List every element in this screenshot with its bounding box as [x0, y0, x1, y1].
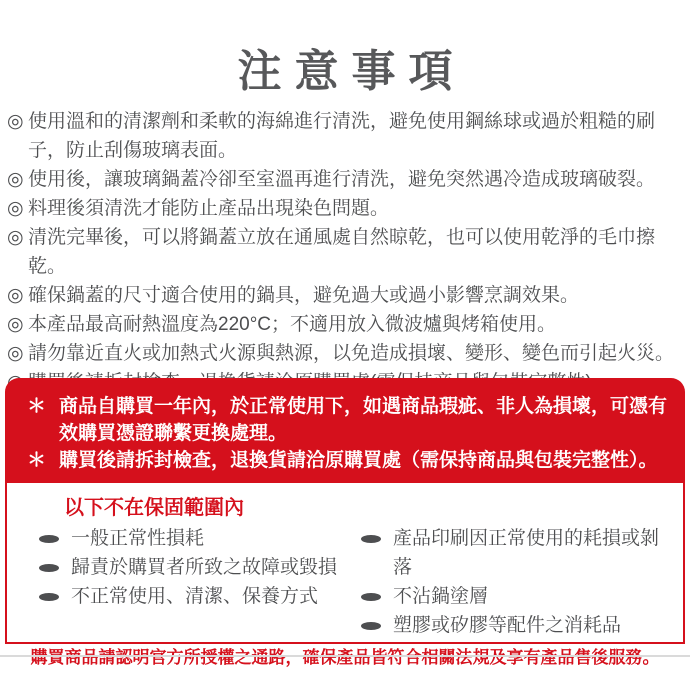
note-item — [7, 281, 684, 310]
page-title: 注意事項 — [237, 47, 466, 96]
exclusion-text: 產品印刷因正常使用的耗損或剝落 — [393, 528, 660, 578]
asterisk-icon: ＊ — [27, 450, 47, 471]
note-text: 本產品最高耐熱溫度為220°C；不適用放入微波爐與烤箱使用。 — [28, 313, 557, 335]
circle-bullet-icon: ◎ — [7, 342, 24, 364]
dot-bullet-icon — [39, 593, 59, 601]
exclusion-text: 一般正常性損耗 — [71, 528, 205, 549]
dot-bullet-icon — [361, 622, 381, 630]
exclusion-item — [361, 582, 669, 611]
note-text: 清洗完畢後，可以將鍋蓋立放在通風處自然晾乾，也可以使用乾淨的毛巾擦乾。 — [28, 226, 656, 277]
circle-bullet-icon: ◎ — [7, 226, 24, 248]
note-item — [7, 223, 684, 281]
warranty-exclusion-box — [5, 483, 685, 667]
exclusion-item — [361, 524, 669, 582]
note-text: 使用後，讓玻璃鍋蓋冷卻至室溫再進行清洗，避免突然遇冷造成玻璃破裂。 — [28, 168, 656, 190]
note-text: 料理後須清洗才能防止產品出現染色問題。 — [28, 197, 390, 219]
exclusion-title: 以下不在保固範圍內 — [64, 497, 244, 519]
exclusion-list-right — [351, 524, 669, 640]
banner-item — [27, 447, 667, 474]
circle-bullet-icon: ◎ — [7, 197, 24, 219]
exclusion-text: 歸責於購買者所致之故障或毀損 — [71, 557, 338, 578]
note-item — [7, 339, 684, 368]
warranty-banner — [5, 378, 685, 483]
exclusion-list-left — [21, 524, 351, 640]
note-item — [7, 194, 684, 223]
bottom-divider — [0, 655, 690, 657]
note-text: 請勿靠近直火或加熱式火源與熱源，以免造成損壞、變形、變色而引起火災。 — [28, 342, 675, 364]
banner-text: 購買後請拆封檢查，退換貨請洽原購買處（需保持商品與包裝完整性）。 — [59, 450, 658, 471]
dot-bullet-icon — [39, 535, 59, 543]
note-item — [7, 107, 684, 165]
exclusion-text: 塑膠或矽膠等配件之消耗品 — [393, 615, 622, 636]
circle-bullet-icon: ◎ — [7, 313, 24, 335]
exclusion-item — [361, 611, 669, 640]
banner-item — [27, 393, 667, 447]
circle-bullet-icon: ◎ — [7, 110, 24, 132]
notes-list — [0, 107, 690, 397]
exclusion-item — [39, 524, 351, 553]
exclusion-columns — [21, 524, 669, 640]
dot-bullet-icon — [361, 535, 381, 543]
exclusion-text: 不正常使用、清潔、保養方式 — [71, 586, 319, 607]
exclusion-item — [39, 553, 351, 582]
dot-bullet-icon — [39, 564, 59, 572]
asterisk-icon: ＊ — [27, 396, 47, 417]
note-item — [7, 165, 684, 194]
exclusion-item — [39, 582, 351, 611]
exclusion-text: 不沾鍋塗層 — [393, 586, 489, 607]
circle-bullet-icon: ◎ — [7, 168, 24, 190]
circle-bullet-icon: ◎ — [7, 284, 24, 306]
banner-text: 商品自購買一年內，於正常使用下，如遇商品瑕疵、非人為損壞，可憑有效購買憑證聯繫更換處理。 — [59, 396, 668, 444]
authorized-channel-notice: 購買商品請認明官方所授權之通路，確保產品皆符合相關法規及享有產品售後服務。 — [30, 648, 660, 667]
note-text: 確保鍋蓋的尺寸適合使用的鍋具，避免過大或過小影響烹調效果。 — [28, 284, 580, 306]
dot-bullet-icon — [361, 593, 381, 601]
note-text: 使用溫和的清潔劑和柔軟的海綿進行清洗，避免使用鋼絲球或過於粗糙的刷子，防止刮傷玻璃表面。 — [28, 110, 656, 161]
note-item — [7, 310, 684, 339]
